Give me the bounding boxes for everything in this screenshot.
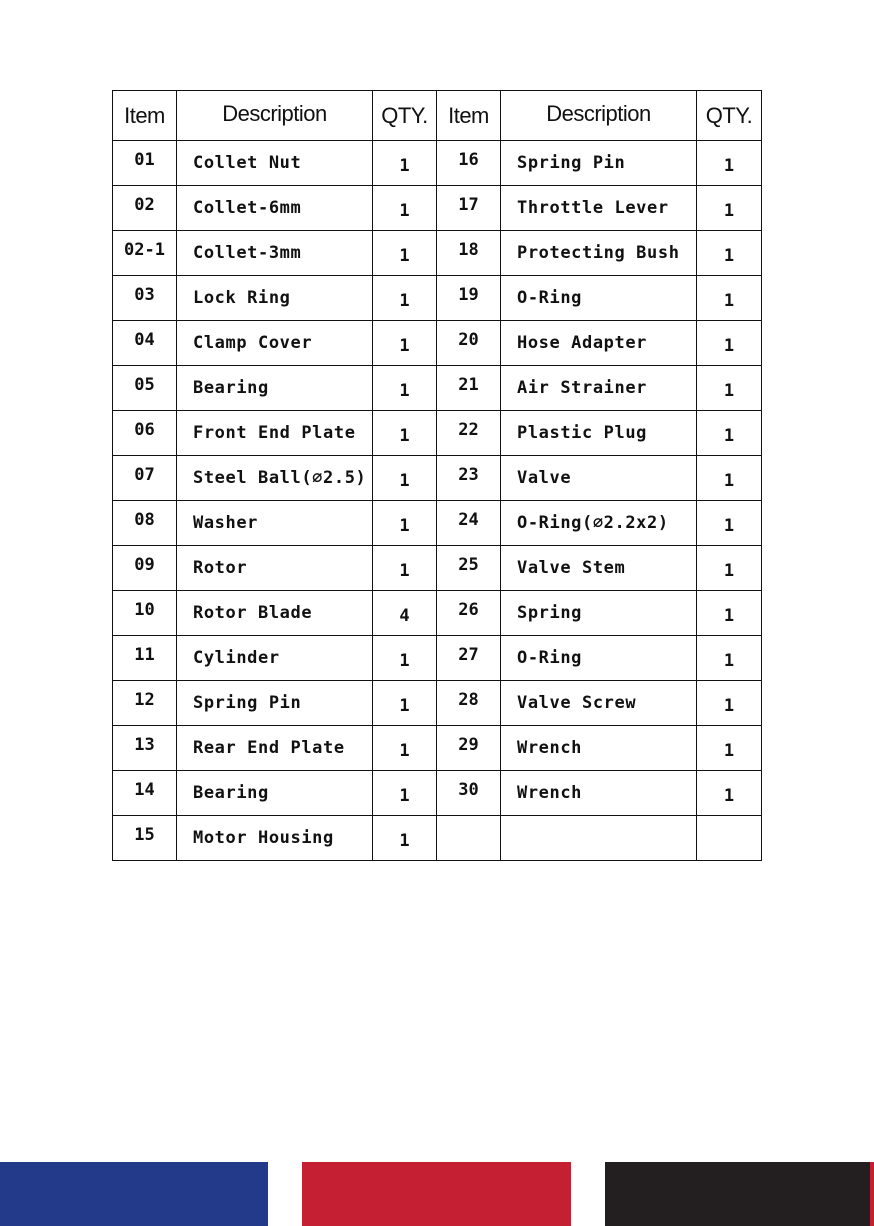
cell-description-2: O-Ring bbox=[501, 636, 697, 681]
cell-qty: 1 bbox=[373, 411, 437, 456]
cell-description-2: O-Ring bbox=[501, 276, 697, 321]
table-row bbox=[113, 141, 762, 186]
cell-item: 13 bbox=[113, 726, 177, 771]
cell-description-2: Valve bbox=[501, 456, 697, 501]
cell-item-2: 29 bbox=[437, 726, 501, 771]
cell-item: 08 bbox=[113, 501, 177, 546]
cell-description: Front End Plate bbox=[177, 411, 373, 456]
cell-item: 14 bbox=[113, 771, 177, 816]
cell-qty: 1 bbox=[373, 771, 437, 816]
cell-item: 09 bbox=[113, 546, 177, 591]
table-row bbox=[113, 726, 762, 771]
cell-qty-2: 1 bbox=[697, 321, 762, 366]
cell-item-2: 21 bbox=[437, 366, 501, 411]
cell-description-2: Hose Adapter bbox=[501, 321, 697, 366]
cell-item-2: 26 bbox=[437, 591, 501, 636]
cell-qty: 1 bbox=[373, 816, 437, 861]
cell-description-2: Spring bbox=[501, 591, 697, 636]
cell-qty-2: 1 bbox=[697, 456, 762, 501]
cell-qty: 1 bbox=[373, 726, 437, 771]
cell-description-2: Air Strainer bbox=[501, 366, 697, 411]
cell-qty-2: 1 bbox=[697, 366, 762, 411]
header-item: Item bbox=[113, 91, 177, 141]
cell-description: Collet-3mm bbox=[177, 231, 373, 276]
table-row bbox=[113, 411, 762, 456]
header-item-2: Item bbox=[437, 91, 501, 141]
table-row bbox=[113, 186, 762, 231]
footer-bar-red bbox=[302, 1162, 571, 1226]
header-qty-2: QTY. bbox=[697, 91, 762, 141]
cell-item: 11 bbox=[113, 636, 177, 681]
cell-qty: 1 bbox=[373, 276, 437, 321]
table-row bbox=[113, 816, 762, 861]
table-row bbox=[113, 546, 762, 591]
cell-item-2: 17 bbox=[437, 186, 501, 231]
cell-qty: 1 bbox=[373, 636, 437, 681]
cell-item: 03 bbox=[113, 276, 177, 321]
cell-item: 10 bbox=[113, 591, 177, 636]
cell-qty-2: 1 bbox=[697, 231, 762, 276]
cell-item-2: 19 bbox=[437, 276, 501, 321]
cell-qty-2: 1 bbox=[697, 501, 762, 546]
table-row bbox=[113, 456, 762, 501]
cell-qty-2: 1 bbox=[697, 411, 762, 456]
header-qty: QTY. bbox=[373, 91, 437, 141]
cell-description-2: Throttle Lever bbox=[501, 186, 697, 231]
cell-description: Collet-6mm bbox=[177, 186, 373, 231]
cell-description: Rotor bbox=[177, 546, 373, 591]
cell-item-2: 27 bbox=[437, 636, 501, 681]
header-description-2: Description bbox=[501, 91, 697, 141]
cell-qty-2: 1 bbox=[697, 141, 762, 186]
cell-description-2 bbox=[501, 816, 697, 861]
cell-description: Clamp Cover bbox=[177, 321, 373, 366]
cell-item-2: 23 bbox=[437, 456, 501, 501]
cell-qty-2: 1 bbox=[697, 681, 762, 726]
table-row bbox=[113, 366, 762, 411]
parts-list-table bbox=[112, 90, 762, 861]
cell-qty: 1 bbox=[373, 231, 437, 276]
table-row bbox=[113, 276, 762, 321]
cell-qty: 1 bbox=[373, 141, 437, 186]
cell-qty-2: 1 bbox=[697, 591, 762, 636]
footer-edge-accent bbox=[870, 1162, 874, 1226]
cell-item-2: 16 bbox=[437, 141, 501, 186]
table-row bbox=[113, 636, 762, 681]
cell-item-2: 22 bbox=[437, 411, 501, 456]
cell-qty-2: 1 bbox=[697, 186, 762, 231]
cell-description: Steel Ball(⌀2.5) bbox=[177, 456, 373, 501]
cell-description: Lock Ring bbox=[177, 276, 373, 321]
cell-item: 07 bbox=[113, 456, 177, 501]
cell-description: Collet Nut bbox=[177, 141, 373, 186]
cell-item-2: 28 bbox=[437, 681, 501, 726]
cell-item-2: 25 bbox=[437, 546, 501, 591]
table-row bbox=[113, 231, 762, 276]
cell-item: 12 bbox=[113, 681, 177, 726]
footer-bar-black bbox=[605, 1162, 874, 1226]
table-row bbox=[113, 591, 762, 636]
cell-qty: 1 bbox=[373, 321, 437, 366]
cell-description-2: Valve Stem bbox=[501, 546, 697, 591]
cell-item-2 bbox=[437, 816, 501, 861]
cell-qty: 1 bbox=[373, 366, 437, 411]
cell-description-2: Wrench bbox=[501, 726, 697, 771]
cell-description-2: Valve Screw bbox=[501, 681, 697, 726]
cell-description-2: Protecting Bush bbox=[501, 231, 697, 276]
cell-description: Bearing bbox=[177, 771, 373, 816]
cell-item: 02 bbox=[113, 186, 177, 231]
cell-qty-2 bbox=[697, 816, 762, 861]
cell-qty-2: 1 bbox=[697, 771, 762, 816]
cell-description-2: Spring Pin bbox=[501, 141, 697, 186]
cell-qty: 4 bbox=[373, 591, 437, 636]
cell-qty: 1 bbox=[373, 456, 437, 501]
cell-qty: 1 bbox=[373, 681, 437, 726]
cell-description: Rotor Blade bbox=[177, 591, 373, 636]
cell-item: 04 bbox=[113, 321, 177, 366]
cell-qty-2: 1 bbox=[697, 546, 762, 591]
cell-item-2: 24 bbox=[437, 501, 501, 546]
cell-description: Bearing bbox=[177, 366, 373, 411]
footer-bar-blue bbox=[0, 1162, 268, 1226]
cell-item: 02-1 bbox=[113, 231, 177, 276]
cell-description: Rear End Plate bbox=[177, 726, 373, 771]
table-row bbox=[113, 681, 762, 726]
table-header-row bbox=[113, 91, 762, 141]
table-row bbox=[113, 321, 762, 366]
cell-item: 01 bbox=[113, 141, 177, 186]
cell-description: Washer bbox=[177, 501, 373, 546]
cell-qty-2: 1 bbox=[697, 636, 762, 681]
cell-description-2: Wrench bbox=[501, 771, 697, 816]
cell-description: Cylinder bbox=[177, 636, 373, 681]
cell-qty-2: 1 bbox=[697, 726, 762, 771]
cell-qty: 1 bbox=[373, 546, 437, 591]
cell-item-2: 30 bbox=[437, 771, 501, 816]
cell-item: 15 bbox=[113, 816, 177, 861]
cell-qty-2: 1 bbox=[697, 276, 762, 321]
cell-item: 06 bbox=[113, 411, 177, 456]
cell-qty: 1 bbox=[373, 186, 437, 231]
cell-description: Motor Housing bbox=[177, 816, 373, 861]
table-row bbox=[113, 771, 762, 816]
cell-description-2: Plastic Plug bbox=[501, 411, 697, 456]
cell-qty: 1 bbox=[373, 501, 437, 546]
header-description: Description bbox=[177, 91, 373, 141]
table-row bbox=[113, 501, 762, 546]
parts-table-body bbox=[113, 141, 762, 861]
cell-item: 05 bbox=[113, 366, 177, 411]
cell-description: Spring Pin bbox=[177, 681, 373, 726]
cell-description-2: O-Ring(⌀2.2x2) bbox=[501, 501, 697, 546]
cell-item-2: 18 bbox=[437, 231, 501, 276]
cell-item-2: 20 bbox=[437, 321, 501, 366]
